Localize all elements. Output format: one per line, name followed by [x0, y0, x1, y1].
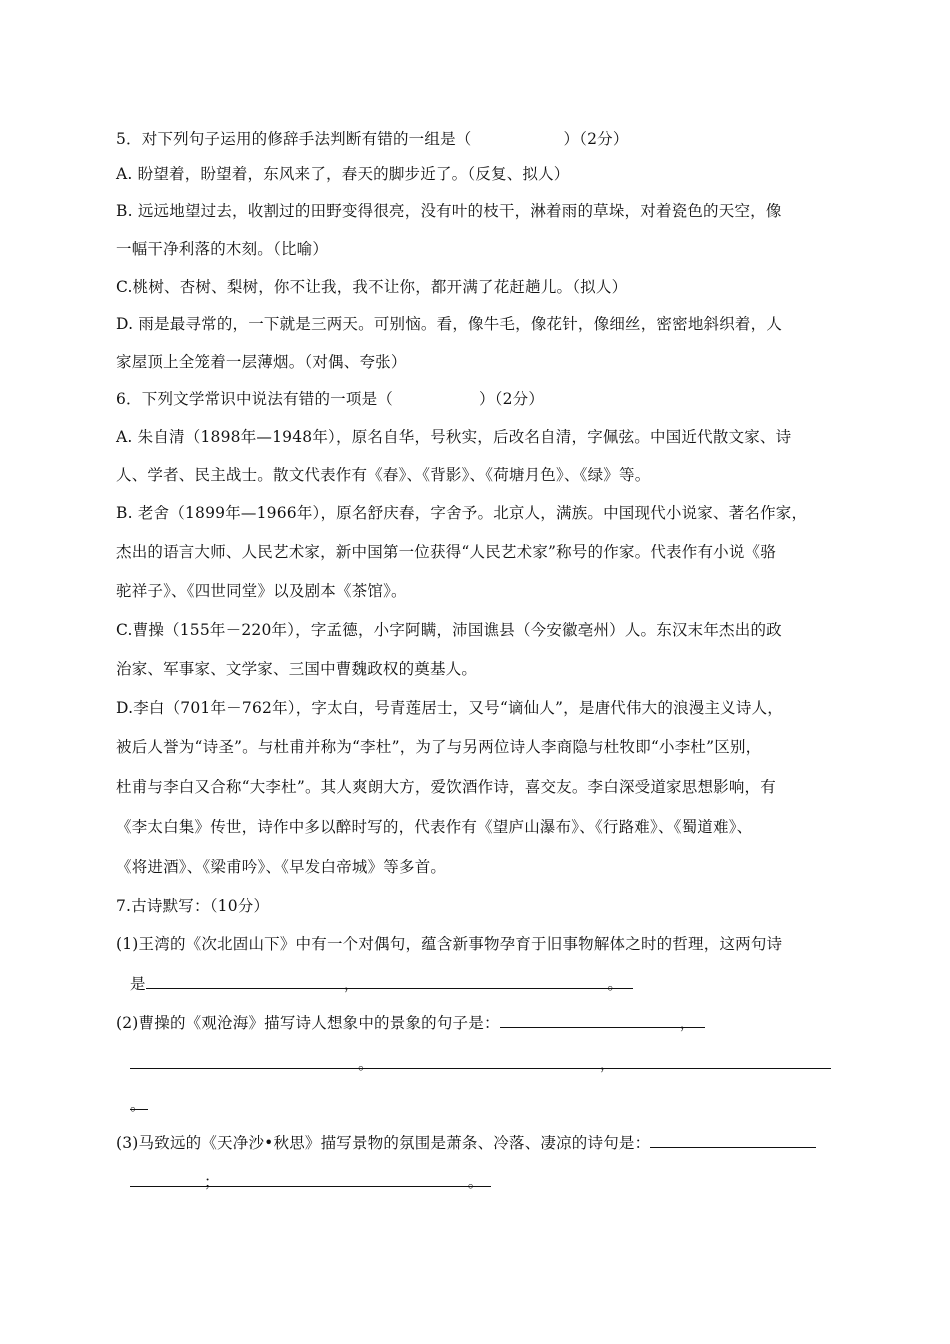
q7-part2-tail: [695, 1013, 705, 1028]
q6-option-d-line3: 杜甫与李白又合称“大李杜”。其人爽朗大方，爱饮酒作诗，喜交友。李白深受道家思想影响，有: [116, 778, 776, 796]
q7-part1-period: 。: [607, 975, 624, 993]
q7-part3-tail: [483, 1172, 491, 1187]
q7-part1-prompt: (1)王湾的《次北固山下》中有一个对偶句，蕴含新事物孕育于旧事物解体之时的哲理，这两句诗: [116, 935, 783, 953]
q5-option-d-line1: D. 雨是最寻常的，一下就是三两天。可别恼。看，像牛毛，像花针，像细丝，密密地斜织着，人: [116, 315, 783, 333]
q6-stem: [116, 389, 544, 409]
q7-part3-semicolon: ；: [204, 1173, 220, 1191]
q6-option-a-line2: 人、学者、民主战士。散文代表作有《春》、《背影》、《荷塘月色》、《绿》等。: [116, 466, 651, 484]
q7-part3-period: 。: [467, 1173, 484, 1191]
q7-part1-prefix: 是: [130, 975, 146, 993]
q7-part2-prompt: [116, 1013, 705, 1033]
q6-stem-score: ）（2分）: [478, 390, 545, 408]
q6-option-b-line3: 驼祥子》、《四世同堂》以及剧本《茶馆》。: [116, 582, 407, 600]
q5-option-a: A. 盼望着，盼望着，东风来了，春天的脚步近了。（反复、拟人）: [116, 165, 570, 183]
q7-part2-blank-4[interactable]: [615, 1054, 831, 1069]
q7-part3-blank-2[interactable]: [130, 1172, 204, 1187]
q7-part3-blank-1[interactable]: [650, 1133, 816, 1148]
q5-stem-text: 5．对下列句子运用的修辞手法判断有错的一组是（: [116, 130, 472, 148]
q5-option-c: C.桃树、杏树、梨树，你不让我，我不让你，都开满了花赶趟儿。（拟人）: [116, 278, 628, 296]
q6-option-d-line2: 被后人誉为“诗圣”。与杜甫并称为“李杜”，为了与另两位诗人李商隐与杜牧即“小李杜”区别，: [116, 738, 762, 756]
q5-option-b-line1: B. 远远地望过去，收割过的田野变得很亮，没有叶的枝干，淋着雨的草垛，对着瓷色的天空，像: [116, 202, 782, 220]
q7-part1-tail: [623, 974, 633, 989]
q6-stem-text: 6．下列文学常识中说法有错的一项是（: [116, 390, 393, 408]
q7-part1-comma: ，: [343, 975, 360, 993]
q7-part3-blank-3[interactable]: [220, 1172, 468, 1187]
q6-option-b-line2: 杰出的语言大师、人民艺术家，新中国第一位获得“人民艺术家”称号的作家。代表作有小说《骆: [116, 543, 776, 561]
q7-part2-blank-2[interactable]: [130, 1054, 358, 1069]
q6-option-d-line5: 《将进酒》、《梁甫吟》、《早发白帝城》等多首。: [116, 858, 447, 876]
q5-option-d-line2: 家屋顶上全笼着一层薄烟。（对偶、夸张）: [116, 353, 407, 371]
q7-part1-blank-2[interactable]: [359, 974, 607, 989]
q7-part2-comma: ，: [679, 1014, 696, 1032]
q5-stem-score: ）（2分）: [563, 130, 629, 148]
q7-part2-period-2: 。: [130, 1096, 146, 1114]
q7-part2-blank-1[interactable]: [500, 1013, 680, 1028]
q7-part3-answer-line: [130, 1172, 491, 1192]
q7-part2-answer-line: [130, 1054, 831, 1074]
q7-part2-end-tail: [146, 1095, 148, 1110]
q7-part1-answer-line: [130, 974, 633, 994]
q7-part3-text: (3)马致远的《天净沙•秋思》描写景物的氛围是萧条、冷落、凄凉的诗句是：: [116, 1134, 651, 1152]
q7-part2-blank-3[interactable]: [374, 1054, 600, 1069]
q6-option-b-line1: B. 老舍（1899年—1966年），原名舒庆春，字舍予。北京人，满族。中国现代小说家、著名作家，: [116, 504, 808, 522]
q7-part3-prompt: [116, 1133, 816, 1153]
q7-part2-period-1: 。: [358, 1055, 374, 1073]
q6-option-d-line4: 《李太白集》传世，诗作中多以醉时写的，代表作有《望庐山瀑布》、《行路难》、《蜀道难》、: [116, 818, 753, 836]
q6-option-d-line1: D.李白（701年－762年），字太白，号青莲居士，又号“谪仙人”，是唐代伟大的浪漫主义诗人，: [116, 699, 783, 717]
q5-option-b-line2: 一幅干净利落的木刻。（比喻）: [116, 240, 329, 258]
q5-stem: [116, 129, 629, 149]
q6-option-c-line1: C.曹操（155年－220年），字孟德，小字阿瞒，沛国谯县（今安徽亳州）人。东汉末年杰出的政: [116, 621, 782, 639]
q6-option-a-line1: A. 朱自清（1898年—1948年），原名自华，号秋实，后改名自清，字佩弦。中国近代散文家、诗: [116, 428, 792, 446]
q7-stem: 7.古诗默写：（10分）: [116, 897, 270, 915]
q7-part2-answer-end: [130, 1095, 148, 1115]
q7-part2-text: (2)曹操的《观沧海》描写诗人想象中的景象的句子是：: [116, 1014, 500, 1032]
q7-part2-comma-2: ，: [599, 1055, 616, 1073]
q6-option-c-line2: 治家、军事家、文学家、三国中曹魏政权的奠基人。: [116, 660, 478, 678]
q7-part1-blank-1[interactable]: [146, 974, 344, 989]
